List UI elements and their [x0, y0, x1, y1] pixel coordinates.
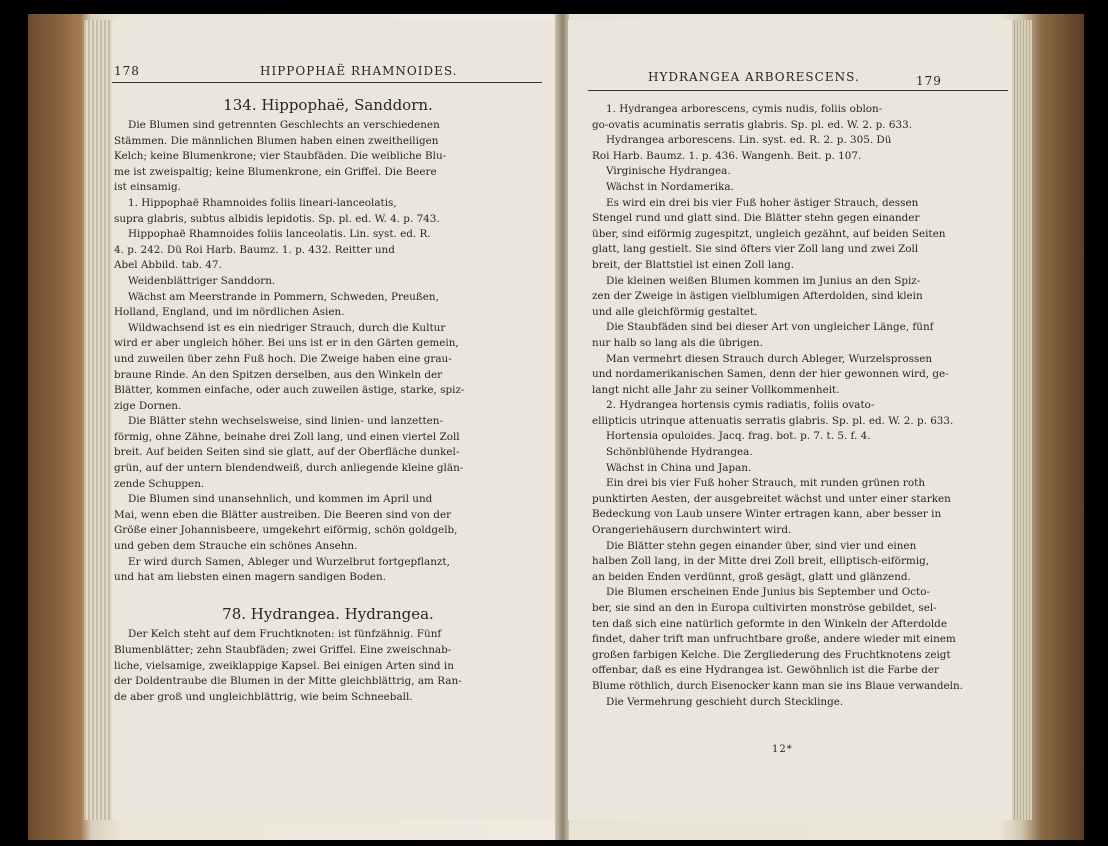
- text-line: Schönblühende Hydrangea.: [606, 446, 753, 459]
- text-line: nur halb so lang als die übrigen.: [592, 336, 763, 349]
- text-line: Wächst in China und Japan.: [606, 461, 752, 474]
- text-line: Man vermehrt diesen Strauch durch Ableger, Wurzelsprossen: [606, 352, 933, 365]
- text-line: Ein drei bis vier Fuß hoher Strauch, mit runden grünen roth: [606, 477, 926, 490]
- text-line: Wildwachsend ist es ein niedriger Strauch, durch die Kultur: [128, 321, 446, 334]
- text-line: wird er aber ungleich höher. Bei uns ist er in den Gärten gemein,: [114, 337, 459, 350]
- text-line: Weidenblättriger Sanddorn.: [128, 274, 276, 287]
- page-edges-left: [84, 20, 112, 820]
- text-line: langt nicht alle Jahr zu seiner Vollkommenheit.: [592, 383, 840, 396]
- text-line: Bedeckung von Laub unsere Winter ertragen kann, aber besser in: [592, 508, 942, 521]
- text-line: halben Zoll lang, in der Mitte drei Zoll breit, elliptisch-eiförmig,: [592, 555, 930, 568]
- text-line: Stämmen. Die männlichen Blumen haben einen zweitheiligen: [114, 134, 439, 147]
- text-line: Die Staubfäden sind bei dieser Art von ungleicher Länge, fünf: [606, 321, 934, 334]
- text-line: braune Rinde. An den Spitzen derselben, aus den Winkeln der: [114, 368, 443, 381]
- text-line: und zuweilen über zehn Fuß hoch. Die Zweige haben eine grau-: [114, 352, 452, 365]
- text-line: Roi Harb. Baumz. 1. p. 436. Wangenh. Beit. p. 107.: [592, 149, 862, 162]
- text-line: grün, auf der untern blendendweiß, durch anliegende kleine glän-: [114, 462, 464, 475]
- text-line: förmig, ohne Zähne, beinahe drei Zoll lang, und einen viertel Zoll: [114, 430, 460, 443]
- text-line: Hippophaë Rhamnoides foliis lanceolatis. Lin. syst. ed. R.: [128, 228, 431, 241]
- text-line: Wächst am Meerstrande in Pommern, Schweden, Preußen,: [128, 290, 439, 303]
- text-line: findet, daher trift man unfruchtbare große, andere wieder mit einem: [592, 633, 956, 646]
- signature-mark: 12*: [772, 744, 793, 755]
- text-line: offenbar, daß es eine Hydrangea ist. Gewöhnlich ist die Farbe der: [592, 664, 939, 677]
- text-line: zige Dornen.: [114, 399, 182, 412]
- text-line: punktirten Aesten, der ausgebreitet wächst und unter einer starken: [592, 492, 951, 505]
- head-rule-left: [112, 82, 542, 83]
- text-line: glatt, lang gestielt. Sie sind öfters vier Zoll lang und zwei Zoll: [592, 243, 919, 256]
- text-line: ist einsamig.: [114, 181, 181, 194]
- text-line: und alle gleichförmig gestaltet.: [592, 305, 758, 318]
- text-line: Die Blumen erscheinen Ende Junius bis September und Octo-: [606, 586, 930, 599]
- text-line: Blätter, kommen einfache, oder auch zuweilen ästige, starke, spiz-: [114, 384, 465, 397]
- text-line: Er wird durch Samen, Ableger und Wurzelbrut fortgepflanzt,: [128, 555, 450, 568]
- text-line: 4. p. 242. Dü Roi Harb. Baumz. 1. p. 432. Reitter und: [114, 243, 395, 256]
- text-line: Stengel rund und glatt sind. Die Blätter stehn gegen einander: [592, 212, 920, 225]
- page-edges-right: [1012, 20, 1032, 820]
- text-line: ten daß sich eine natürlich geformte in den Winkeln der Afterdolde: [592, 617, 947, 630]
- text-line: Die Blätter stehn wechselsweise, sind linien- und lanzetten-: [128, 415, 444, 428]
- text-line: der Doldentraube die Blumen in der Mitte gleichblättrig, am Ran-: [114, 675, 462, 688]
- left-page: [112, 20, 556, 820]
- text-line: Der Kelch steht auf dem Fruchtknoten: ist fünfzähnig. Fünf: [128, 628, 442, 641]
- page-number-left: 178: [114, 64, 140, 78]
- head-rule-right: [588, 90, 1008, 91]
- text-line: Es wird ein drei bis vier Fuß hoher ästiger Strauch, dessen: [606, 196, 919, 209]
- text-line: de aber groß und ungleichblättrig, wie beim Schneeball.: [114, 690, 413, 703]
- text-line: Virginische Hydrangea.: [606, 165, 731, 178]
- right-text-body: [592, 102, 1006, 710]
- text-line: breit, der Blattstiel ist einen Zoll lang.: [592, 258, 795, 271]
- text-line: und geben dem Strauche ein schönes Ansehn.: [114, 540, 358, 553]
- text-line: Blumenblätter; zehn Staubfäden; zwei Griffel. Eine zweischnab-: [114, 644, 452, 656]
- text-line: Hortensia opuloides. Jacq. frag. bot. p. 7. t. 5. f. 4.: [606, 430, 871, 443]
- text-line: Orangeriehäusern durchwintert wird.: [592, 524, 792, 537]
- text-line: über, sind eiförmig zugespitzt, ungleich gezähnt, auf beiden Seiten: [592, 227, 946, 240]
- text-line: breit. Auf beiden Seiten sind sie glatt, auf der Oberfläche dunkel-: [114, 446, 460, 459]
- running-head-right: HYDRANGEA ARBORESCENS.: [648, 70, 860, 84]
- text-line: Größe einer Johannisbeere, umgekehrt eiförmig, schön goldgelb,: [114, 524, 458, 537]
- text-line: liche, vielsamige, zweiklappige Kapsel. Bei einigen Arten sind in: [114, 659, 454, 672]
- text-line: Mai, wenn eben die Blätter austreiben. Die Beeren sind von der: [114, 508, 452, 521]
- text-line: Kelch; keine Blumenkrone; vier Staubfäden. Die weibliche Blu-: [114, 150, 447, 163]
- text-line: und nordamerikanischen Samen, denn der hier gewonnen wird, ge-: [592, 368, 949, 381]
- text-line: supra glabris, subtus albidis lepidotis. Sp. pl. ed. W. 4. p. 743.: [114, 212, 440, 225]
- text-line: großen farbigen Kelche. Die Zergliederung des Fruchtknotens zeigt: [592, 648, 951, 661]
- text-line: go-ovatis acuminatis serratis glabris. Sp. pl. ed. W. 2. p. 633.: [592, 118, 913, 131]
- text-line: zende Schuppen.: [114, 477, 205, 490]
- text-line: Holland, England, und im nördlichen Asien.: [114, 306, 345, 319]
- text-line: Die Blumen sind getrennten Geschlechts an verschiedenen: [128, 119, 440, 131]
- text-line: [114, 586, 542, 602]
- text-line: Die Vermehrung geschieht durch Stecklinge.: [606, 695, 844, 708]
- section-heading: 78. Hydrangea. Hydrangea.: [222, 605, 434, 624]
- text-line: 2. Hydrangea hortensis cymis radiatis, foliis ovato-: [606, 399, 875, 412]
- text-line: 1. Hippophaë Rhamnoides foliis lineari-lanceolatis,: [128, 196, 397, 209]
- text-line: Abel Abbild. tab. 47.: [114, 259, 222, 272]
- running-head-left: HIPPOPHAË RHAMNOIDES.: [260, 64, 458, 78]
- text-line: Die kleinen weißen Blumen kommen im Junius an den Spiz-: [606, 274, 921, 287]
- text-line: Blume röthlich, durch Eisenocker kann man sie ins Blaue verwandeln.: [592, 679, 963, 692]
- left-text-body: [114, 92, 542, 705]
- text-line: Hydrangea arborescens. Lin. syst. ed. R. 2. p. 305. Dü: [606, 134, 892, 147]
- text-line: ber, sie sind an den in Europa cultivirten monströse gebildet, sel-: [592, 602, 937, 614]
- text-line: und hat am liebsten einen magern sandigen Boden.: [114, 571, 386, 584]
- section-heading: 134. Hippophaë, Sanddorn.: [223, 96, 433, 114]
- text-line: ellipticis utrinque attenuatis serratis glabris. Sp. pl. ed. W. 2. p. 633.: [592, 414, 954, 427]
- text-line: an beiden Enden verdünnt, groß gesägt, glatt und glänzend.: [592, 570, 911, 583]
- gutter: [555, 14, 569, 840]
- text-line: zen der Zweige in ästigen vielblumigen Afterdolden, sind klein: [592, 290, 923, 303]
- page-number-right: 179: [916, 74, 942, 88]
- right-page: [568, 20, 1012, 820]
- text-line: me ist zweispaltig; keine Blumenkrone, ein Griffel. Die Beere: [114, 165, 437, 178]
- text-line: Wächst in Nordamerika.: [606, 180, 734, 193]
- text-line: Die Blätter stehn gegen einander über, sind vier und einen: [606, 539, 917, 552]
- text-line: Die Blumen sind unansehnlich, und kommen im April und: [128, 493, 433, 506]
- text-line: 1. Hydrangea arborescens, cymis nudis, foliis oblon-: [606, 103, 883, 115]
